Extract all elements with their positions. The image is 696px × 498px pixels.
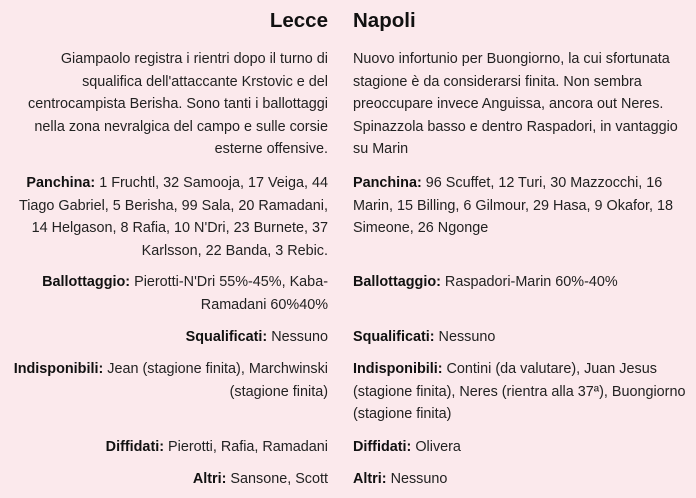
- suspended-text: Nessuno: [434, 329, 496, 345]
- bench-label: Panchina:: [353, 175, 422, 191]
- team-column-napoli: [353, 0, 691, 487]
- unavailable-label: Indisponibili:: [353, 361, 443, 377]
- bench-label: Panchina:: [26, 175, 96, 191]
- unavailable-text: Contini (da valutare), Juan Jesus (stagione finita), Neres (rientra alla 37ª), Buongiorno (stagione finita): [353, 361, 686, 422]
- others-section: [4, 468, 328, 491]
- suspended-label: Squalificati:: [185, 329, 268, 345]
- others-text: Nessuno: [386, 471, 448, 487]
- others-label: Altri:: [192, 471, 227, 487]
- others-label: Altri:: [353, 471, 387, 487]
- suspended-section: [353, 326, 691, 349]
- unavailable-section: [4, 358, 328, 403]
- warned-label: Diffidati:: [353, 439, 412, 455]
- ballot-text: Raspadori-Marin 60%-40%: [440, 274, 618, 290]
- suspended-label: Squalificati:: [353, 329, 435, 345]
- suspended-section: [4, 326, 328, 349]
- team-summary: Nuovo infortunio per Buongiorno, la cui sfortunata stagione è da considerarsi finita. Non sembra preoccupare invece Anguissa, ancora out Neres. Spinazzola basso e dentro Raspadori, in vantaggio su Marin: [353, 51, 678, 157]
- ballot-section: [4, 271, 328, 316]
- team-name: Napoli: [353, 9, 416, 32]
- ballot-section: [353, 271, 691, 294]
- unavailable-text: Jean (stagione finita), Marchwinski (stagione finita): [103, 361, 328, 400]
- unavailable-section: [353, 358, 691, 426]
- warned-text: Pierotti, Rafia, Ramadani: [164, 439, 328, 455]
- others-section: [353, 468, 691, 491]
- warned-section: [4, 436, 328, 459]
- warned-label: Diffidati:: [105, 439, 165, 455]
- bench-list: 96 Scuffet, 12 Turi, 30 Mazzocchi, 16 Marin, 15 Billing, 6 Gilmour, 29 Hasa, 9 Okafor, 18 Simeone, 26 Ngonge: [353, 175, 673, 236]
- warned-text: Olivera: [411, 439, 461, 455]
- bench-section: [353, 172, 691, 240]
- ballot-text: Pierotti-N'Dri 55%-45%, Kaba-Ramadani 60%40%: [130, 274, 328, 313]
- team-summary: Giampaolo registra i rientri dopo il turno di squalifica dell'attaccante Krstovic e del centrocampista Berisha. Sono tanti i ballottaggi nella zona nevralgica del campo e sulle corsie esterne offensive.: [28, 51, 328, 157]
- bench-section: [4, 172, 328, 262]
- unavailable-label: Indisponibili:: [13, 361, 104, 377]
- warned-section: [353, 436, 691, 459]
- bench-list: 1 Fruchtl, 32 Samooja, 17 Veiga, 44 Tiago Gabriel, 5 Berisha, 99 Sala, 20 Ramadani, 14 Helgason, 8 Rafia, 10 N'Dri, 23 Burnete, 37 Karlsson, 22 Banda, 3 Rebic.: [18, 175, 328, 259]
- ballot-label: Ballottaggio:: [42, 274, 131, 290]
- team-name: Lecce: [269, 9, 328, 32]
- suspended-text: Nessuno: [267, 329, 328, 345]
- others-text: Sansone, Scott: [226, 471, 328, 487]
- team-column-lecce: [4, 0, 328, 487]
- ballot-label: Ballottaggio:: [353, 274, 441, 290]
